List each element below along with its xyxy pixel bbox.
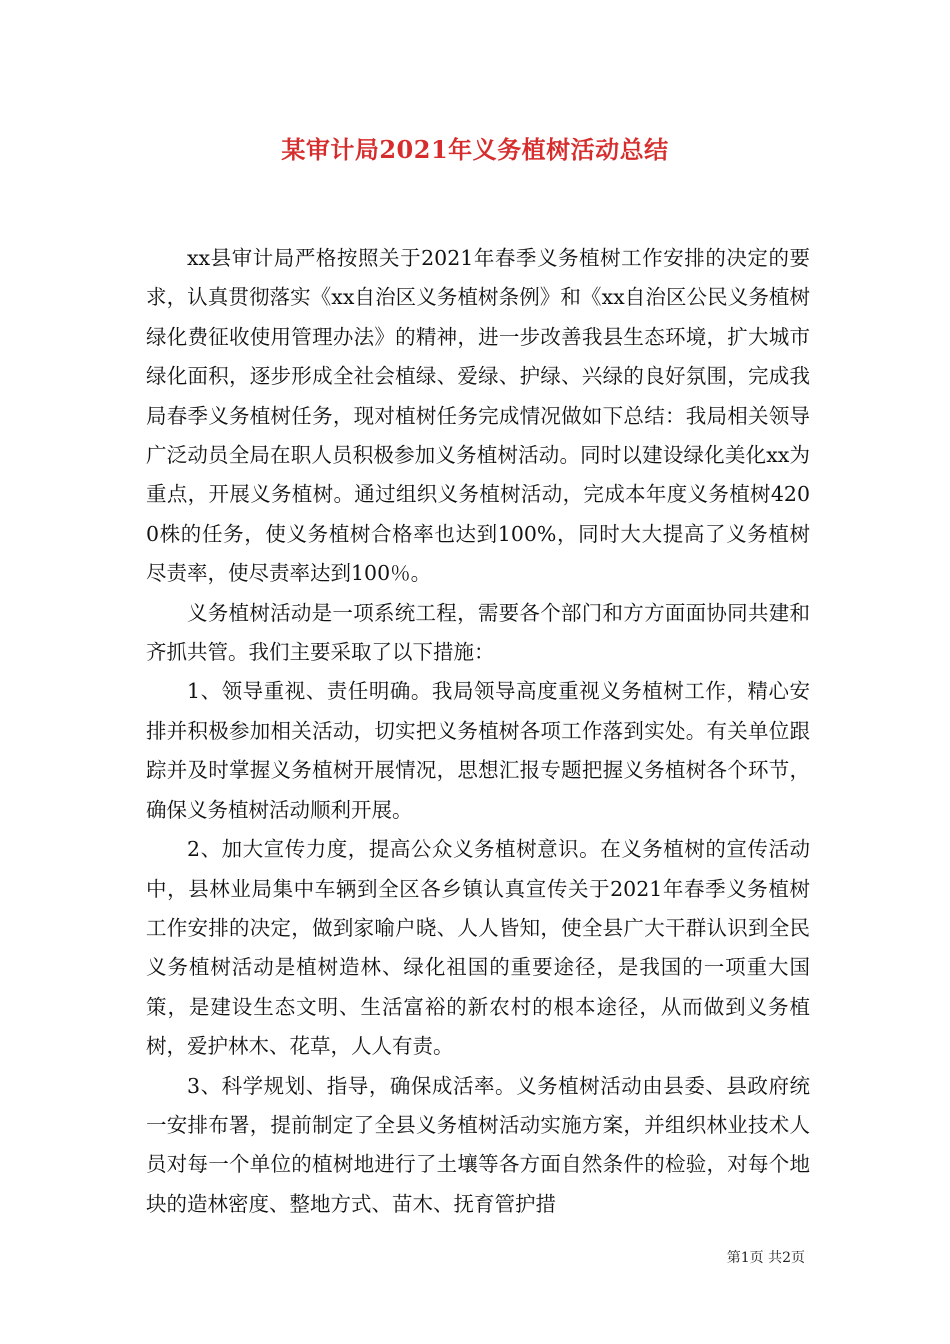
paragraph-measure-2: 2、加大宣传力度，提高公众义务植树意识。在义务植树的宣传活动中，县林业局集中车辆到全区各乡镇认真宣传关于2021年春季义务植树工作安排的决定，做到家喻户晓、人人皆知，使全县广大干群认识到全民义务植树活动是植树造林、绿化祖国的重要途径，是我国的一项重大国策，是建设生态文明、生活富裕的新农村的根本途径，从而做到义务植树，爱护林木、花草，人人有责。 [146, 837, 810, 1059]
paragraph-measures-intro: 义务植树活动是一项系统工程，需要各个部门和方方面面协同共建和齐抓共管。我们主要采取了以下措施： [146, 600, 810, 665]
paragraph-measure-3: 3、科学规划、指导，确保成活率。义务植树活动由县委、县政府统一安排布署，提前制定了全县义务植树活动实施方案，并组织林业技术人员对每一个单位的植树地进行了土壤等各方面自然条件的检验，对每个地块的造林密度、整地方式、苗木、抚育管护措 [146, 1073, 810, 1216]
paragraph-intro: xx县审计局严格按照关于2021年春季义务植树工作安排的决定的要求，认真贯彻落实《xx自治区义务植树条例》和《xx自治区公民义务植树绿化费征收使用管理办法》的精神，进一步改善我县生态环境，扩大城市绿化面积，逐步形成全社会植绿、爱绿、护绿、兴绿的良好氛围，完成我局春季义务植树任务，现对植树任务完成情况做如下总结：我局相关领导广泛动员全局在职人员积极参加义务植树活动。同时以建设绿化美化xx为重点，开展义务植树。通过组织义务植树活动，完成本年度义务植树4200株的任务，使义务植树合格率也达到100%，同时大大提高了义务植树尽责率，使尽责率达到100％。 [146, 246, 810, 586]
document-body [146, 239, 810, 1224]
page-number-footer: 第1页 共2页 [726, 1250, 805, 1266]
document-title: 某审计局2021年义务植树活动总结 [281, 135, 669, 164]
paragraph-measure-1: 1、领导重视、责任明确。我局领导高度重视义务植树工作，精心安排并积极参加相关活动，切实把义务植树各项工作落到实处。有关单位跟踪并及时掌握义务植树开展情况，思想汇报专题把握义务植树各个环节，确保义务植树活动顺利开展。 [146, 679, 810, 822]
